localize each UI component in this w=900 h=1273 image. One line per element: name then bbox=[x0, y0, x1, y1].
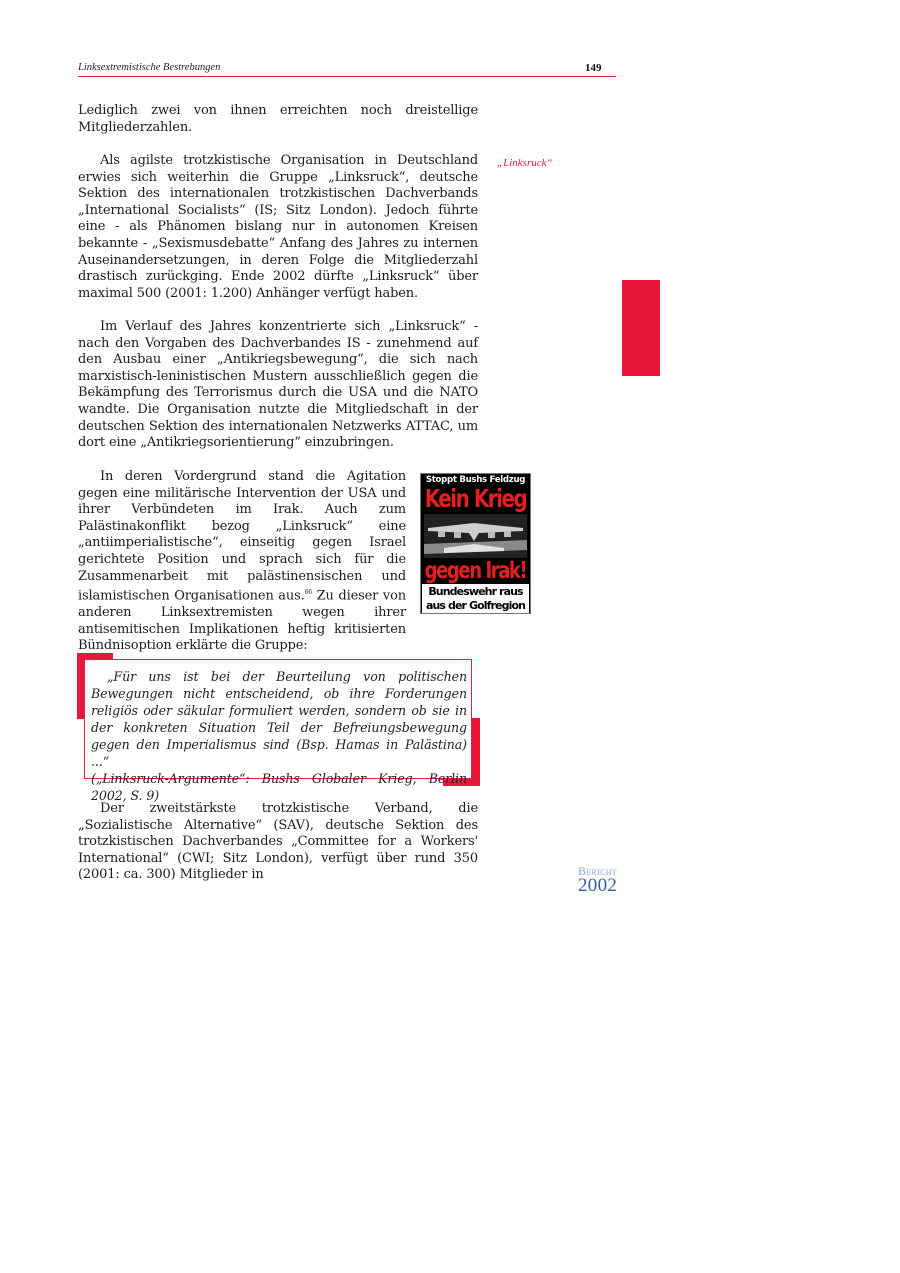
paragraph-4-continued: Zu dieser von anderen Linksextremisten wegen ihrer antisemitischen Implikationen heftig kritisierten Bündnisoption erklärte die Gruppe: bbox=[78, 588, 406, 654]
header-rule bbox=[78, 76, 616, 77]
poster-aircraft-photo bbox=[424, 514, 527, 558]
margin-note: „Linksruck“ bbox=[497, 157, 553, 169]
page-number: 149 bbox=[585, 62, 602, 74]
report-logo-word: Bericht bbox=[578, 864, 617, 878]
quote-text: „Für uns ist bei der Beurteilung von politischen Bewegungen nicht entscheidend, ob ihre Forderungen religiös oder säkular formuliert werden, sondern ob sie in der konkreten Situation Teil der Befreiungsbewegung gegen den Imperialismus sind (Bsp. Hamas in Palästina) ...“ bbox=[91, 669, 467, 769]
running-head: Linksextremistische Bestrebungen bbox=[78, 62, 221, 73]
poster-headline-1: Kein Krieg bbox=[424, 485, 527, 514]
paragraph-4-text: In deren Vordergrund stand die Agitation gegen eine militärische Intervention der USA und ihrer Verbündeten im Irak. Auch zum Palästinakonflikt bezog „Linksruck“ eine „antiimperialistische“, einseitig gegen Israel gerichtete Position und sprach sich für die Zusammenarbeit mit palästinensischen und islamistischen Organisationen aus. bbox=[78, 469, 406, 604]
quote-box bbox=[84, 659, 472, 803]
poster-bottom-line-1: Bundeswehr raus bbox=[428, 585, 523, 598]
poster-bottom-line-2: aus der Golfregion bbox=[425, 599, 526, 612]
poster-top-line: Stoppt Bushs Feldzug bbox=[425, 475, 526, 485]
report-logo bbox=[578, 866, 617, 895]
paragraph-3: Im Verlauf des Jahres konzentrierte sich „Linksruck“ - nach den Vorgaben des Dachverbandes IS - zunehmend auf den Ausbau einer „Antikriegsbewegung“, die sich nach marxistisch-leninistischen Mustern ausschließlich gegen die Bekämpfung des Terrorismus durch die USA und die NATO wandte. Die Organisation nutzte die Mitgliedschaft in der deutschen Sektion des internationalen Netzwerks ATTAC, um dort eine „Antikriegsorientierung“ einzubringen. bbox=[78, 319, 478, 451]
side-tab-marker bbox=[622, 280, 660, 376]
paragraph-5: Der zweitstärkste trotzkistische Verband, die „Sozialistische Alternative“ (SAV), deutsche Sektion des trotzkistischen Dachverbandes „Committee for a Workers' International“ (CWI; Sitz London), verfügt über rund 350 (2001: ca. 300) Mitglieder in bbox=[78, 801, 478, 883]
protest-poster-image bbox=[420, 473, 531, 614]
footnote-marker: 66 bbox=[304, 589, 312, 597]
paragraph-4 bbox=[78, 469, 406, 655]
report-logo-year: 2002 bbox=[578, 875, 618, 896]
quote-source: („Linksruck-Argumente“: Bushs Globaler Krieg, Berlin 2002, S. 9) bbox=[91, 771, 467, 803]
poster-headline-2: gegen Irak! bbox=[424, 556, 527, 584]
quote bbox=[91, 668, 467, 804]
paragraph-2: Als agilste trotzkistische Organisation in Deutschland erwies sich weiterhin die Gruppe „Linksruck“, deutsche Sektion des internationalen trotzkistischen Dachverbands „International Socialists“ (IS; Sitz London). Jedoch führte eine - als Phänomen bislang nur in autonomen Kreisen bekannte - „Sexismusdebatte“ Anfang des Jahres zu internen Auseinandersetzungen, in deren Folge die Mitgliederzahl drastisch zurückging. Ende 2002 dürfte „Linksruck“ über maximal 500 (2001: 1.200) Anhänger verfügt haben. bbox=[78, 153, 478, 301]
aircraft-silhouette-icon bbox=[424, 514, 527, 558]
paragraph-1: Lediglich zwei von ihnen erreichten noch dreistellige Mitgliederzahlen. bbox=[78, 103, 478, 135]
